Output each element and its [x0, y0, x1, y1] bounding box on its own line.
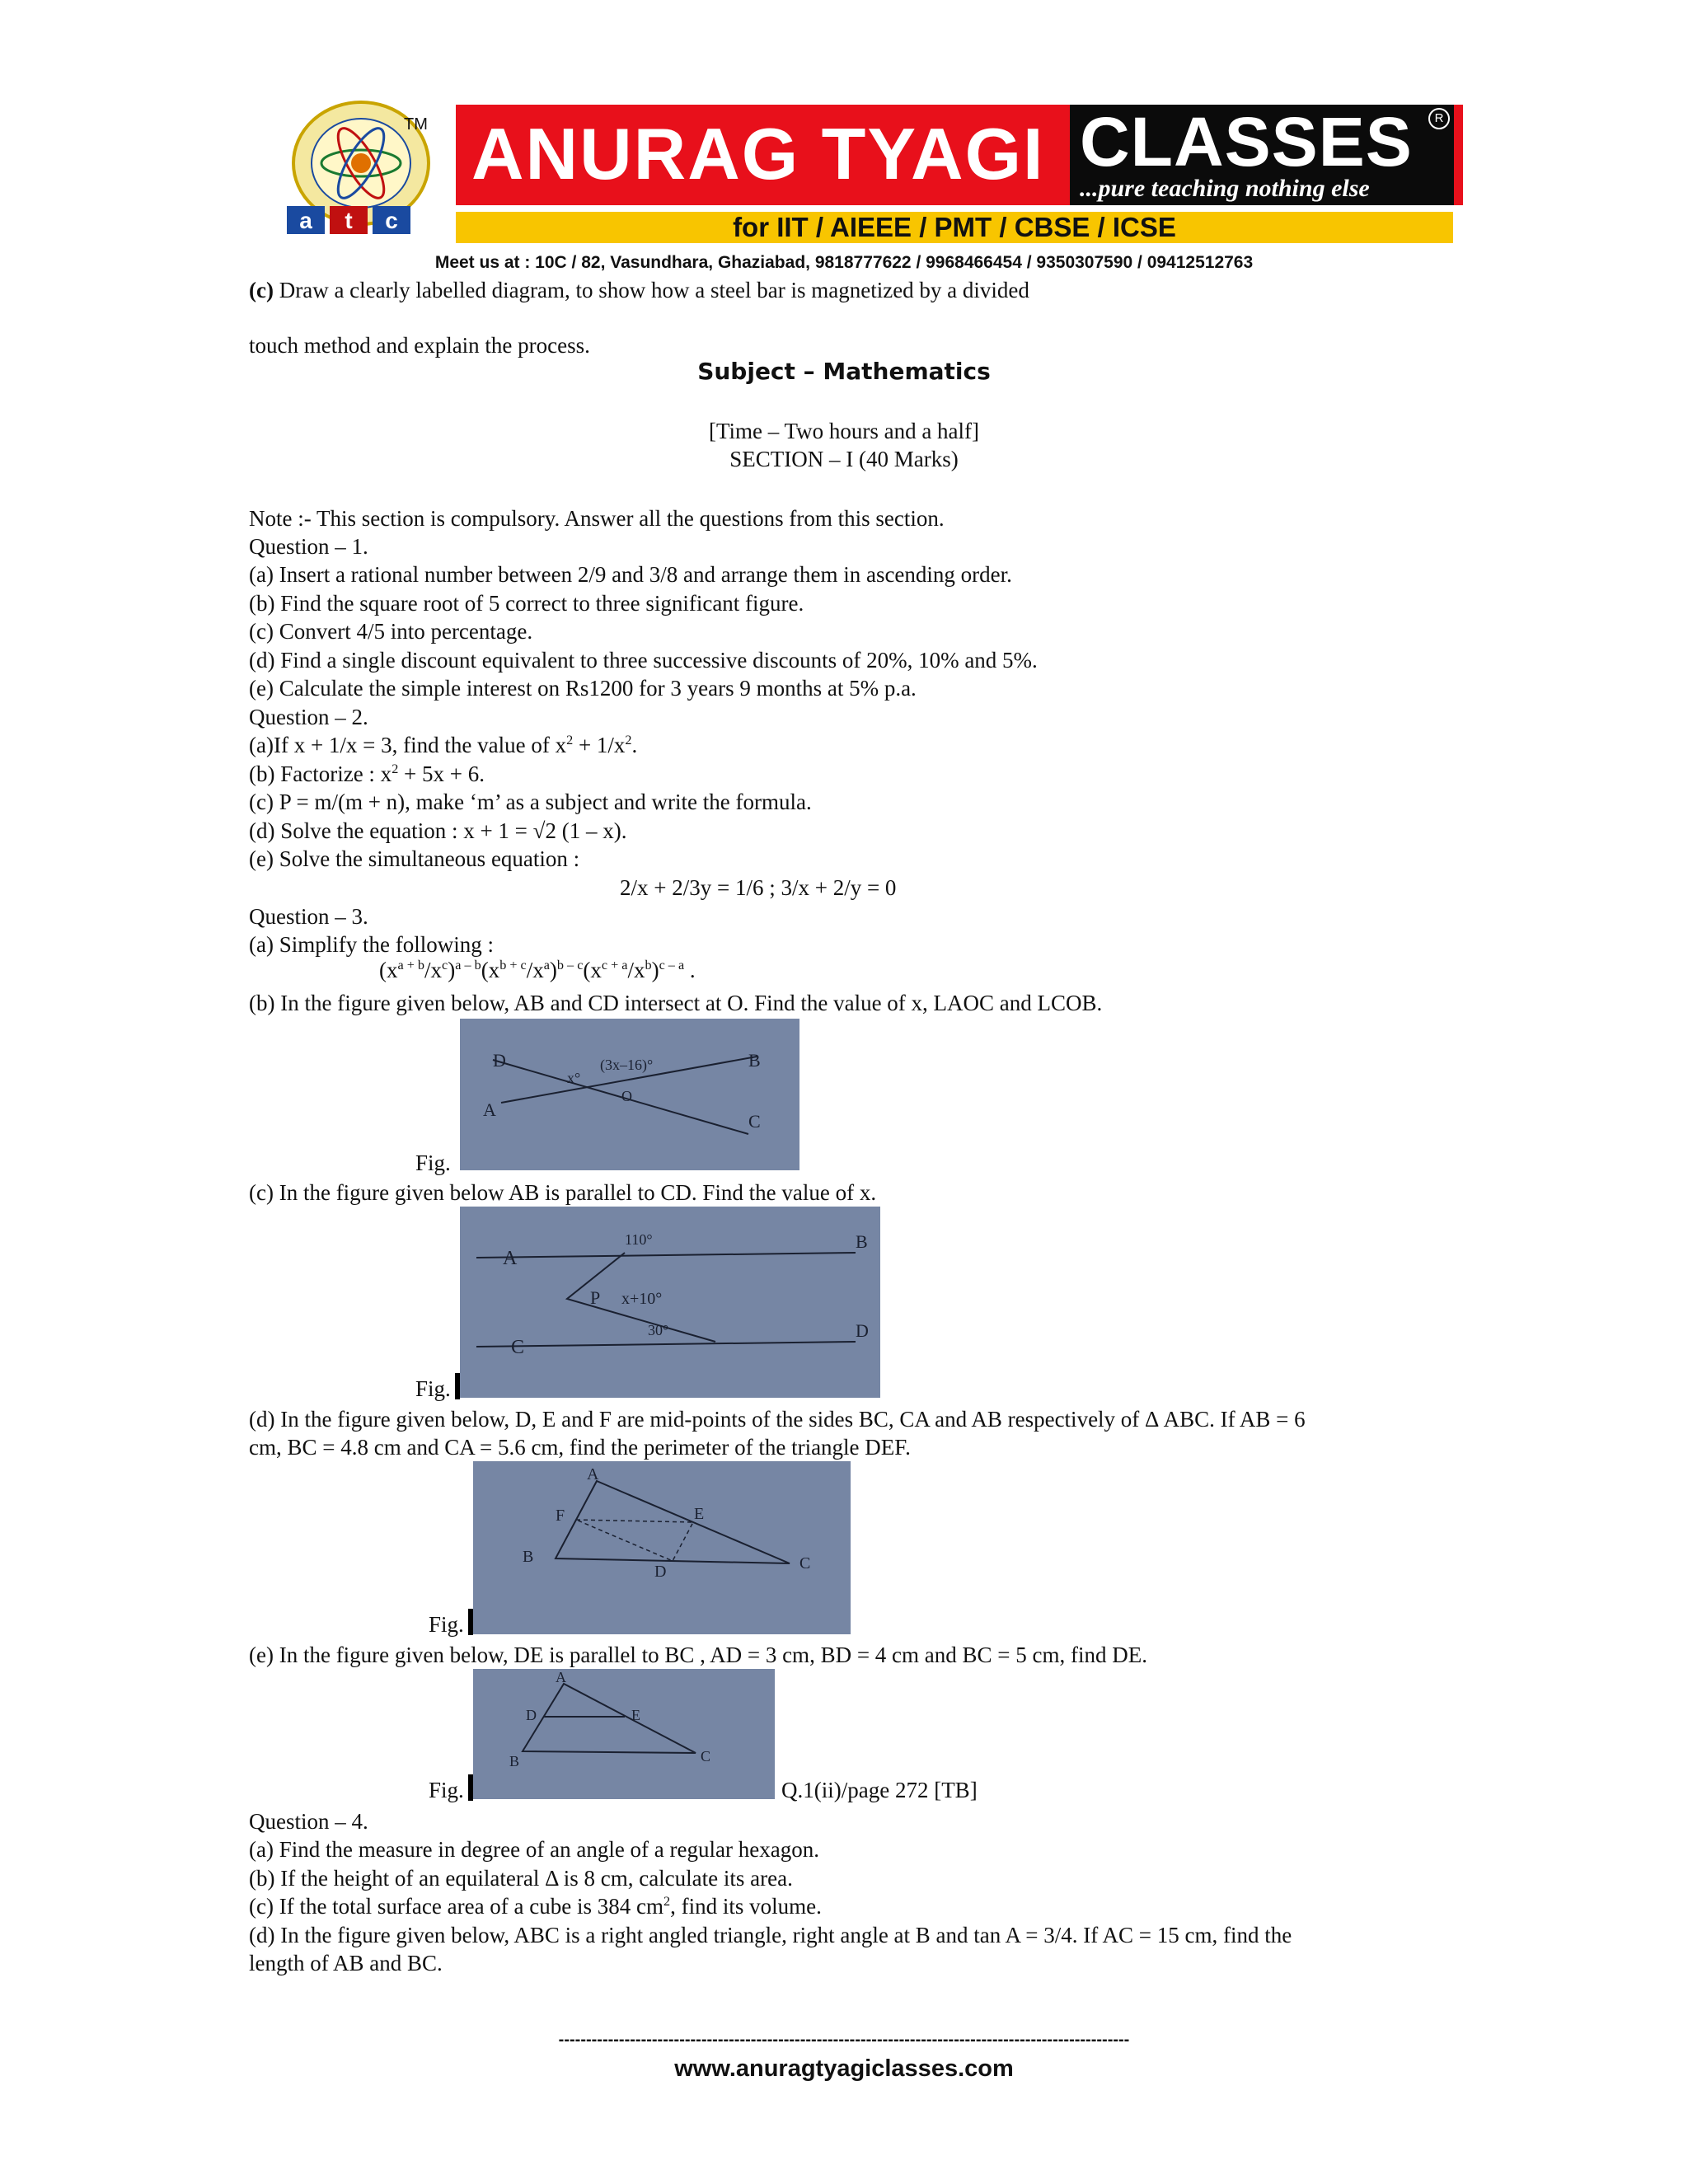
- fig-label: B: [856, 1231, 868, 1252]
- figure-triangle-parallel: [473, 1669, 775, 1799]
- q4-b: (b) If the height of an equilateral Δ is 8 cm, calculate its area.: [249, 1866, 793, 1891]
- figure-triangle-midpoints: [473, 1461, 851, 1634]
- fig-label: D: [856, 1320, 869, 1341]
- time-line: [Time – Two hours and a half]: [708, 419, 980, 443]
- brand-classes: CLASSES: [1080, 103, 1413, 180]
- q3-b: (b) In the figure given below, AB and CD intersect at O. Find the value of x, LAOC and LCOB.: [249, 991, 1103, 1015]
- logo-letter: c: [385, 208, 398, 233]
- q2-e: (e) Solve the simultaneous equation :: [249, 846, 580, 871]
- footer-url[interactable]: www.anuragtyagiclasses.com: [674, 2055, 1014, 2082]
- registered-mark: R: [1428, 108, 1450, 129]
- fig-label: 30°: [648, 1322, 669, 1338]
- figure-intersecting-lines: [460, 1019, 799, 1170]
- fig-label: A: [556, 1669, 566, 1685]
- subject-title: Subject – Mathematics: [697, 358, 991, 385]
- logo-letter: a: [299, 208, 312, 233]
- fig-label-d: Fig.: [429, 1612, 464, 1637]
- footer-divider: --------------------------------------------------------------------------------------------------------: [558, 2031, 1130, 2049]
- q1-d: (d) Find a single discount equivalent to three successive discounts of 20%, 10% and 5%.: [249, 648, 1038, 673]
- q3-d-line1: (d) In the figure given below, D, E and F are mid-points of the sides BC, CA and AB respectively of Δ ABC. If AB = 6: [249, 1407, 1306, 1432]
- fig-label: O: [621, 1088, 632, 1104]
- image-edge-mark: [455, 1373, 460, 1399]
- q2-a: (a)If x + 1/x = 3, find the value of $x^2 + 1/x^2$.: [249, 733, 638, 757]
- fig-label-b: Fig.: [415, 1151, 451, 1175]
- q2-head: Question – 2.: [249, 705, 368, 729]
- logo-letter: t: [345, 208, 353, 233]
- fig-label-e: Fig.: [429, 1778, 464, 1802]
- fig-label: B: [509, 1753, 520, 1769]
- section-line: SECTION – I (40 Marks): [729, 447, 959, 471]
- fig-label: B: [748, 1050, 761, 1071]
- image-edge-mark: [468, 1609, 473, 1635]
- q1-a: (a) Insert a rational number between 2/9 and 3/8 and arrange them in ascending order.: [249, 562, 1012, 587]
- courses: for IIT / AIEEE / PMT / CBSE / ICSE: [733, 212, 1176, 242]
- q4-c: (c) If the total surface area of a cube is 384 $cm^2$, find its volume.: [249, 1894, 822, 1919]
- q1-head: Question – 1.: [249, 534, 368, 559]
- q4-a: (a) Find the measure in degree of an angle of a regular hexagon.: [249, 1837, 819, 1862]
- note: Note :- This section is compulsory. Answer all the questions from this section.: [249, 506, 945, 531]
- fig-label: 110°: [625, 1231, 653, 1248]
- textbook-reference: Q.1(ii)/page 272 [TB]: [781, 1778, 978, 1802]
- q1-c: (c) Convert 4/5 into percentage.: [249, 619, 533, 644]
- fig-label: P: [590, 1287, 601, 1308]
- q4-d-line1: (d) In the figure given below, ABC is a right angled triangle, right angle at B and tan A = 3/4. If AC = 15 cm, find the: [249, 1923, 1292, 1947]
- q4-d-line2: length of AB and BC.: [249, 1951, 443, 1975]
- trademark: TM: [404, 115, 428, 134]
- fig-label-c: Fig.: [415, 1376, 451, 1401]
- fig-label: D: [654, 1563, 667, 1581]
- q2-d: (d) Solve the equation : x + 1 = √2 (1 – x).: [249, 818, 627, 843]
- q1-e: (e) Calculate the simple interest on Rs1200 for 3 years 9 months at 5% p.a.: [249, 676, 917, 701]
- q3-c: (c) In the figure given below AB is parallel to CD. Find the value of x.: [249, 1180, 877, 1205]
- fig-label: x°: [567, 1070, 581, 1086]
- q3-d-line2: cm, BC = 4.8 cm and CA = 5.6 cm, find the perimeter of the triangle DEF.: [249, 1435, 911, 1460]
- fig-label: B: [523, 1548, 534, 1566]
- prev-question-c: (c) Draw a clearly labelled diagram, to show how a steel bar is magnetized by a divided: [249, 278, 1029, 302]
- address: Meet us at : 10C / 82, Vasundhara, Ghaziabad, 9818777622 / 9968466454 / 9350307590 / 09412512763: [434, 253, 1254, 272]
- q3-head: Question – 3.: [249, 904, 368, 929]
- fig-label: A: [503, 1248, 518, 1269]
- figure-parallel-lines: [460, 1207, 880, 1398]
- fig-label: C: [511, 1337, 525, 1358]
- fig-label: F: [556, 1507, 565, 1525]
- q3-a: (a) Simplify the following :: [249, 932, 494, 957]
- q2-c: (c) P = m/(m + n), make ‘m’ as a subject and write the formula.: [249, 790, 812, 814]
- fig-label: (3x–16)°: [600, 1057, 654, 1073]
- fig-label: C: [748, 1111, 761, 1132]
- q3-e: (e) In the figure given below, DE is parallel to BC , AD = 3 cm, BD = 4 cm and BC = 5 cm, find DE.: [249, 1643, 1147, 1667]
- fig-label: A: [587, 1465, 599, 1483]
- fig-label: E: [631, 1707, 640, 1723]
- tagline: ...pure teaching nothing else: [1080, 175, 1370, 202]
- fig-label: C: [701, 1748, 711, 1765]
- q1-b: (b) Find the square root of 5 correct to three significant figure.: [249, 591, 804, 616]
- q2-e-equation: 2/x + 2/3y = 1/6 ; 3/x + 2/y = 0: [620, 875, 897, 900]
- fig-label: x+10°: [621, 1290, 663, 1308]
- q4-head: Question – 4.: [249, 1809, 368, 1834]
- prev-question-c-cont: touch method and explain the process.: [249, 333, 590, 358]
- fig-label: E: [694, 1505, 705, 1523]
- q3-a-expression: $(x^{a + b}/x^c)^{a - b}(x^{b + c}/x^a)^{b - c}(x^{c + a}/x^b)^{c - a}$ .: [379, 958, 696, 982]
- brand-name: ANURAG TYAGI: [471, 113, 1045, 194]
- q2-b: (b) Factorize : $x^2 + 5x + 6$.: [249, 762, 485, 786]
- fig-label: D: [493, 1050, 506, 1071]
- fig-label: A: [483, 1099, 496, 1120]
- fig-label: D: [526, 1707, 537, 1723]
- image-edge-mark: [468, 1774, 473, 1801]
- fig-label: C: [799, 1554, 811, 1572]
